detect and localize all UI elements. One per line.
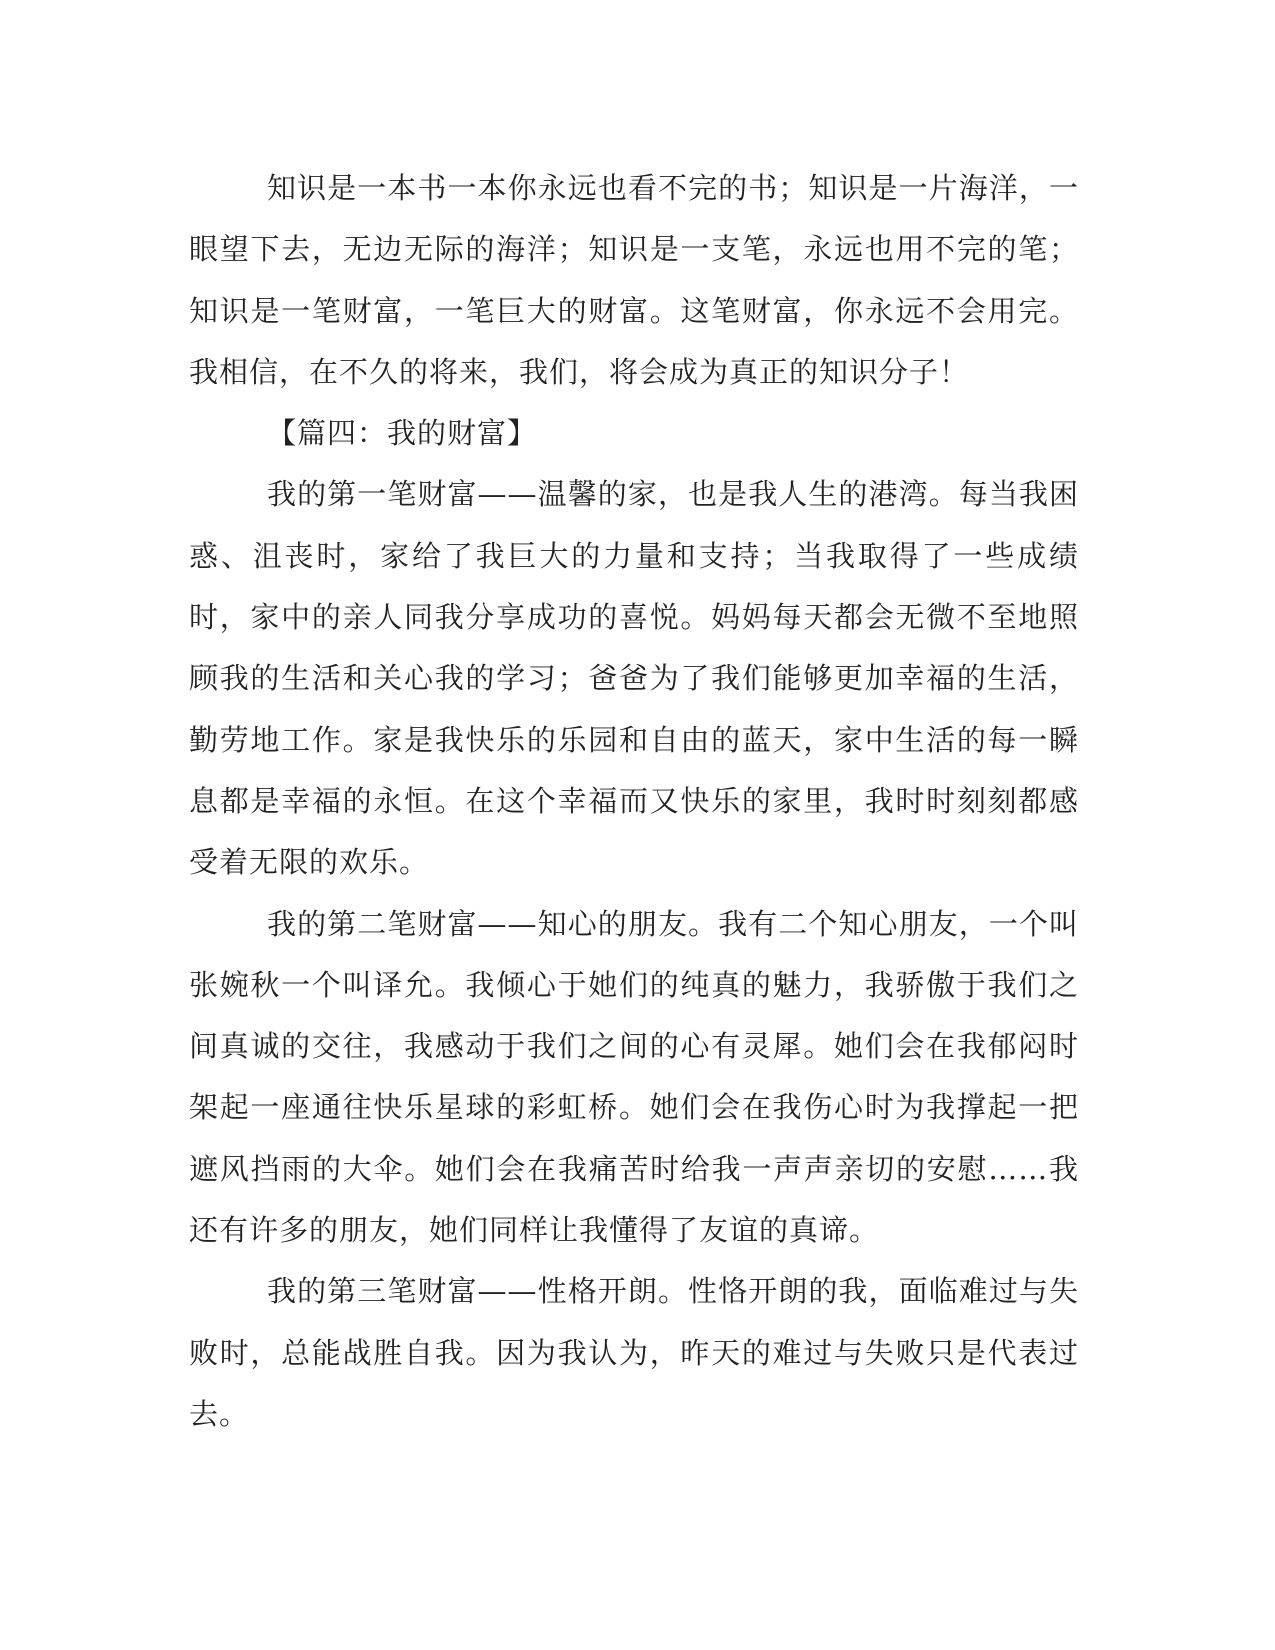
paragraph-line: 我的第三笔财富——性格开朗。性恪开朗的我，面临难过与失败 xyxy=(189,1274,1079,1370)
paragraph-line: 永恒。在这个幸福而又快乐的家里，我时时刻刻都感受着无限的欢乐 xyxy=(189,783,1079,880)
paragraph-line: 知识是一本书一本你永远也看不完的书；知识是一片海洋，一眼 xyxy=(189,171,1079,267)
paragraph-line: 活和关心我的学习；爸爸为了我们能够更加幸福的生活，勤劳地工作 xyxy=(189,661,1079,757)
paragraph-line: 时，总能战胜自我。因为我认为，昨天的难过与失败只是代表过去。 xyxy=(189,1335,1079,1431)
section-heading xyxy=(189,403,1079,464)
paragraph-line: 。家是我快乐的乐园和自由的蓝天，家中生活的每一瞬息都是幸福的 xyxy=(189,722,1079,818)
paragraph-line: 我的第一笔财富——温馨的家，也是我人生的港湾。每当我困惑 xyxy=(189,477,1079,573)
paragraph-line: 是一笔财富，一笔巨大的财富。这笔财富，你永远不会用完。我相信 xyxy=(189,293,1079,389)
paragraph-line: 朋友，她们同样让我懂得了友谊的真谛。 xyxy=(339,1213,880,1248)
paragraph-line: 。 xyxy=(399,845,430,880)
paragraph-line: ，在不久的将来，我们，将会成为真正的知识分子！ xyxy=(279,354,970,389)
paragraph-line: 的大伞。她们会在我痛苦时给我一声声亲切的安慰……我还有许多的 xyxy=(189,1151,1079,1248)
knowledge-paragraph xyxy=(189,158,1079,403)
paragraph-line: 、沮丧时，家给了我巨大的力量和支持；当我取得了一些成绩时，家 xyxy=(189,538,1079,635)
paragraph-line: 中的亲人同我分享成功的喜悦。妈妈每天都会无微不至地照顾我的生 xyxy=(189,600,1079,696)
paragraph-line: 我的第二笔财富——知心的朋友。我有二个知心朋友，一个叫张 xyxy=(189,906,1079,1002)
paragraph-line: 望下去，无边无际的海洋；知识是一支笔，永远也用不完的笔；知识 xyxy=(189,232,1079,328)
paragraph-line: 座通往快乐星球的彩虹桥。她们会在我伤心时为我撑起一把遮风挡雨 xyxy=(189,1090,1079,1186)
first-wealth-paragraph xyxy=(189,464,1079,893)
second-wealth-paragraph xyxy=(189,894,1079,1262)
paragraph-line: 婉秋一个叫译允。我倾心于她们的纯真的魅力，我骄傲于我们之间真 xyxy=(189,967,1079,1064)
document-body xyxy=(189,158,1079,1445)
heading-text: 【篇四：我的财富】 xyxy=(267,416,538,451)
third-wealth-paragraph xyxy=(189,1261,1079,1445)
paragraph-line: 诚的交往，我感动于我们之间的心有灵犀。她们会在我郁闷时架起一 xyxy=(189,1029,1079,1125)
